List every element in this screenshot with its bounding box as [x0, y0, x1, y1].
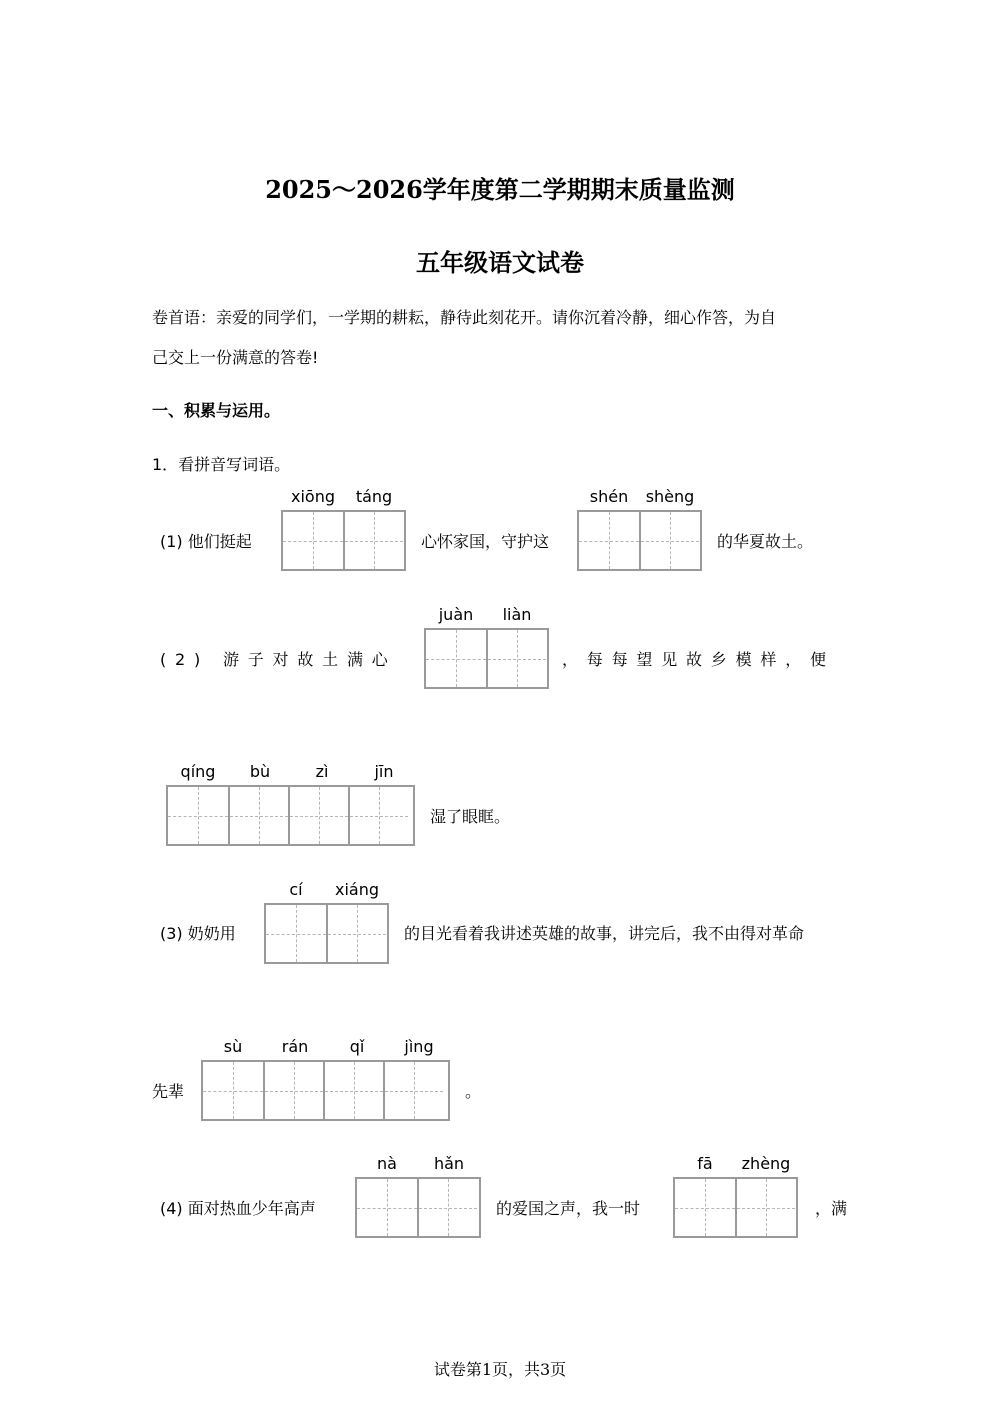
grid-cell[interactable] [383, 1062, 443, 1119]
grid-cell[interactable] [266, 905, 326, 962]
item3-line2-prefix: 先辈 [152, 1082, 185, 1101]
grid-cell[interactable] [486, 630, 546, 687]
grid-cell[interactable] [263, 1062, 323, 1119]
answer-grid-xiongtang[interactable] [281, 510, 406, 571]
answer-grid-qingbuzijin[interactable] [166, 785, 415, 846]
pinyin: bù [249, 762, 271, 781]
item2-prefix: (2) 游子对故土满心 [160, 650, 397, 669]
item4-prefix: (4) 面对热血少年高声 [160, 1199, 316, 1218]
grid-cell[interactable] [168, 787, 228, 844]
grid-cell[interactable] [283, 512, 343, 569]
pinyin: cí [289, 880, 303, 899]
pinyin: jīn [374, 762, 394, 781]
pinyin: xiáng [334, 880, 379, 899]
pinyin: xiōng [291, 487, 335, 506]
answer-grid-suranqijing[interactable] [201, 1060, 450, 1121]
section-heading: 一、积累与运用。 [152, 401, 281, 420]
item2-suffix: 湿了眼眶。 [430, 807, 511, 826]
pinyin: rán [281, 1037, 309, 1056]
grid-cell[interactable] [735, 1179, 795, 1236]
pinyin: nà [377, 1154, 397, 1173]
item4-mid: 的爱国之声，我一时 [496, 1199, 641, 1218]
grid-cell[interactable] [326, 905, 386, 962]
item4-suffix: ，满 [815, 1199, 848, 1218]
answer-grid-fazheng[interactable] [673, 1177, 798, 1238]
pinyin: shén [589, 487, 629, 506]
pinyin: zì [315, 762, 329, 781]
answer-grid-shensheng[interactable] [577, 510, 702, 571]
exam-title: 2025～2026学年度第二学期期末质量监测 [265, 175, 735, 204]
answer-grid-cixiang[interactable] [264, 903, 389, 964]
preface-line-2: 己交上一份满意的答卷! [152, 348, 319, 367]
question-prompt: 1．看拼音写词语。 [152, 455, 291, 474]
grid-cell[interactable] [579, 512, 639, 569]
grid-cell[interactable] [203, 1062, 263, 1119]
item1-mid: 心怀家国，守护这 [421, 532, 550, 551]
grid-cell[interactable] [639, 512, 699, 569]
pinyin: jìng [404, 1037, 434, 1056]
item3-suffix: 。 [465, 1082, 482, 1101]
grid-cell[interactable] [343, 512, 403, 569]
grid-cell[interactable] [417, 1179, 477, 1236]
grid-cell[interactable] [426, 630, 486, 687]
pinyin: zhèng [741, 1154, 791, 1173]
pinyin: táng [355, 487, 393, 506]
item3-mid: 的目光看着我讲述英雄的故事，讲完后，我不由得对革命 [404, 924, 805, 943]
item2-mid: ，每每望见故乡模样，便 [562, 650, 835, 669]
pinyin: qǐ [349, 1037, 365, 1056]
grid-cell[interactable] [348, 787, 408, 844]
grid-cell[interactable] [323, 1062, 383, 1119]
item1-prefix: (1) 他们挺起 [160, 532, 252, 551]
item1-suffix: 的华夏故土。 [717, 532, 814, 551]
pinyin: liàn [502, 605, 532, 624]
preface-line-1: 卷首语：亲爱的同学们，一学期的耕耘，静待此刻花开。请你沉着冷静，细心作答，为自 [152, 308, 777, 327]
pinyin: qíng [180, 762, 216, 781]
grid-cell[interactable] [675, 1179, 735, 1236]
item3-prefix: (3) 奶奶用 [160, 924, 236, 943]
pinyin: fā [697, 1154, 713, 1173]
grid-cell[interactable] [288, 787, 348, 844]
grid-cell[interactable] [228, 787, 288, 844]
pinyin: shèng [645, 487, 695, 506]
page-footer: 试卷第1页，共3页 [433, 1360, 567, 1379]
grid-cell[interactable] [357, 1179, 417, 1236]
pinyin: juàn [438, 605, 474, 624]
answer-grid-juanlian[interactable] [424, 628, 549, 689]
pinyin: sù [223, 1037, 243, 1056]
answer-grid-nahan[interactable] [355, 1177, 481, 1238]
exam-subtitle: 五年级语文试卷 [416, 248, 584, 277]
pinyin: hǎn [433, 1154, 465, 1173]
